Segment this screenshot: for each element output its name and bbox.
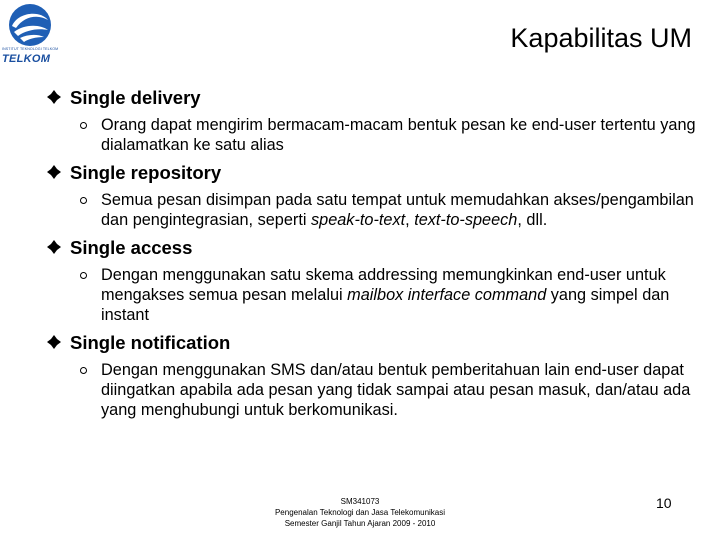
- telkom-swirl-icon: [6, 2, 54, 48]
- footer-semester: Semester Ganjil Tahun Ajaran 2009 - 2010: [284, 519, 436, 528]
- logo-tagline: INSTITUT TEKNOLOGI TELKOM: [2, 47, 59, 51]
- sub-item-text: Semua pesan disimpan pada satu tempat untuk memudahkan akses/pengambilan dan pengintegrasian, seperti: [101, 191, 694, 229]
- section-heading-label: Single delivery: [70, 87, 201, 108]
- footer-course-name: Pengenalan Teknologi dan Jasa Telekomunikasi: [274, 508, 446, 517]
- sub-item: [46, 190, 704, 230]
- sub-item-text: Dengan menggunakan satu skema addressing memungkinkan end-user untuk mengakses semua pesan melalui: [101, 266, 666, 304]
- sub-item-emphasis: mailbox interface command: [347, 286, 547, 304]
- sub-item-emphasis: text-to-speech: [414, 211, 518, 229]
- sub-item-text: Orang dapat mengirim bermacam-macam bentuk pesan ke end-user tertentu yang dialamatkan ke satu alias: [101, 116, 696, 154]
- diamond-bullet-icon: [46, 239, 62, 255]
- circle-bullet-icon: [80, 197, 87, 204]
- section-single-repository: [46, 161, 704, 230]
- section-heading-label: Single repository: [70, 162, 222, 183]
- sub-item-text: ,: [405, 211, 415, 229]
- diamond-bullet-icon: [46, 89, 62, 105]
- diamond-bullet-icon: [46, 164, 62, 180]
- footer-course-code: SM341073: [340, 497, 380, 506]
- telkom-logo: [2, 2, 64, 66]
- sub-item: [46, 360, 704, 420]
- section-single-notification: [46, 331, 704, 420]
- sub-item: [46, 115, 704, 155]
- section-heading-label: Single access: [70, 237, 193, 258]
- page-number: 10: [656, 495, 672, 511]
- circle-bullet-icon: [80, 272, 87, 279]
- sub-item-text: , dll.: [517, 211, 548, 229]
- section-single-delivery: [46, 86, 704, 155]
- sub-item: [46, 265, 704, 325]
- section-heading: [46, 161, 704, 185]
- circle-bullet-icon: [80, 122, 87, 129]
- diamond-bullet-icon: [46, 334, 62, 350]
- slide-body: [46, 86, 704, 426]
- sub-item-text: yang simpel dan instant: [101, 286, 670, 324]
- sub-item-emphasis: speak-to-text: [311, 211, 406, 229]
- circle-bullet-icon: [80, 367, 87, 374]
- section-heading: [46, 86, 704, 110]
- sub-item-text: Dengan menggunakan SMS dan/atau bentuk pemberitahuan lain end-user dapat diingatkan apabila ada pesan yang tidak sampai atau pesan masuk, dan/atau ada yang menghubungi untuk berkomunikasi.: [101, 361, 691, 419]
- section-heading-label: Single notification: [70, 332, 231, 353]
- logo-wordmark: TELKOM: [2, 53, 51, 65]
- slide-title: Kapabilitas UM: [510, 23, 692, 53]
- section-heading: [46, 331, 704, 355]
- slide-footer: [240, 496, 480, 529]
- section-heading: [46, 236, 704, 260]
- section-single-access: [46, 236, 704, 325]
